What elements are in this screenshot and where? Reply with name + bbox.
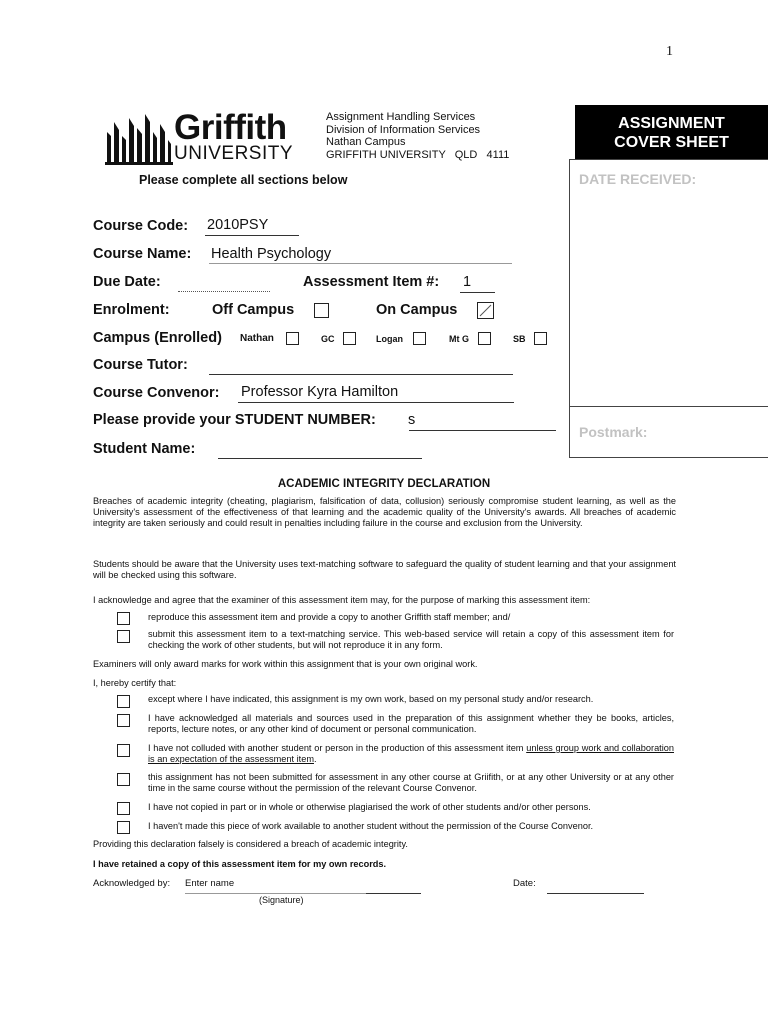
address-line: Assignment Handling Services [326, 111, 476, 123]
assessment-item-label: Assessment Item #: [303, 274, 440, 290]
declaration-paragraph: Students should be aware that the University uses text-matching software to safeguard the quality of student learning and that your assignment will be checked using this software. [93, 559, 676, 581]
campus-label: Campus (Enrolled) [93, 330, 222, 346]
cert-item: I have not colluded with another student or person in the production of this assessment item unless group work and collaboration is an expectation of the assessment item. [148, 743, 674, 765]
signature-line-end [366, 893, 421, 894]
cert-item: except where I have indicated, this assignment is my own work, based on my personal study and/or research. [148, 694, 594, 704]
due-date-label: Due Date: [93, 274, 161, 290]
enrolment-label: Enrolment: [93, 302, 170, 318]
address-line: Nathan Campus [326, 136, 406, 148]
course-name-field[interactable] [209, 263, 512, 264]
ack-checkbox-2[interactable] [117, 630, 130, 643]
course-code-field[interactable] [205, 235, 299, 236]
ack-item: submit this assessment item to a text-matching service. This web-based service will retain a copy of this assessment item for checking the work of other students, but will not reproduce it in any form. [148, 629, 674, 651]
on-campus-checkbox-checked[interactable] [477, 302, 494, 319]
cert-item: I haven't made this piece of work available to another student without the permission of the Course Convenor. [148, 821, 594, 831]
campus-mtg-label: Mt G [449, 334, 469, 344]
off-campus-checkbox[interactable] [314, 303, 329, 318]
course-name-label: Course Name: [93, 246, 192, 262]
cert-item-underlined: unless group work and collaboration is an expectation of the assessment item [148, 743, 674, 765]
page-number: 1 [666, 44, 673, 59]
course-convenor-value[interactable]: Professor Kyra Hamilton [241, 384, 399, 400]
course-tutor-field[interactable] [209, 374, 513, 375]
instruction-text: Please complete all sections below [139, 173, 348, 187]
acknowledged-by-label: Acknowledged by: [93, 878, 171, 889]
off-campus-label: Off Campus [212, 302, 295, 318]
cert-checkbox-2[interactable] [117, 714, 130, 727]
due-date-field[interactable] [178, 291, 270, 292]
postmark-label: Postmark: [579, 424, 648, 440]
student-number-label: Please provide your STUDENT NUMBER: [93, 412, 376, 428]
course-convenor-field[interactable] [238, 402, 514, 403]
campus-nathan-checkbox[interactable] [286, 332, 299, 345]
course-code-label: Course Code: [93, 218, 189, 234]
cover-sheet-title: ASSIGNMENT COVER SHEET [575, 105, 768, 159]
date-received-label: DATE RECEIVED: [579, 171, 697, 187]
cert-checkbox-5[interactable] [117, 802, 130, 815]
acknowledged-by-name[interactable]: Enter name [185, 878, 235, 889]
student-number-value[interactable]: s [408, 412, 416, 428]
course-name-value[interactable]: Health Psychology [211, 246, 332, 262]
ack-item: reproduce this assessment item and provide a copy to another Griffith staff member; and/ [148, 612, 511, 622]
course-tutor-label: Course Tutor: [93, 357, 188, 373]
ack-checkbox-1[interactable] [117, 612, 130, 625]
campus-logan-label: Logan [376, 334, 403, 344]
campus-mtg-checkbox[interactable] [478, 332, 491, 345]
address-line: Division of Information Services [326, 123, 481, 136]
office-use-panel [569, 159, 768, 458]
campus-nathan-label: Nathan [240, 333, 274, 344]
declaration-paragraph: Breaches of academic integrity (cheating, plagiarism, falsification of data, collusion) seriously compromise student learning, as well as the University's assessment of the effectiveness of that learning and the academic quality of the University's awards. All breaches of academic integrity are taken seriously and could result in penalties including failure in the course and exclusion from the University. [93, 496, 676, 529]
cert-checkbox-4[interactable] [117, 773, 130, 786]
signature-label: (Signature) [259, 895, 304, 905]
logo-wordmark: Griffith [174, 108, 287, 147]
date-field[interactable] [547, 893, 644, 894]
student-name-field[interactable] [218, 458, 422, 459]
declaration-paragraph: I, hereby certify that: [93, 678, 177, 688]
retained-copy-statement: I have retained a copy of this assessment item for my own records. [93, 859, 387, 869]
cert-item: this assignment has not been submitted for assessment in any other course at Griifith, or at any other University or at any other time in the same course without the permission of the relevant Course Convenor. [148, 772, 674, 794]
cert-item: I have acknowledged all materials and sources used in the preparation of this assignment whether they be books, articles, reports, lecture notes, or any other kind of document or personal communication. [148, 713, 674, 735]
panel-divider [569, 406, 768, 407]
cert-checkbox-3[interactable] [117, 744, 130, 757]
date-label: Date: [513, 878, 536, 889]
campus-sb-checkbox[interactable] [534, 332, 547, 345]
cert-checkbox-1[interactable] [117, 695, 130, 708]
address-block [326, 111, 509, 161]
campus-logan-checkbox[interactable] [413, 332, 426, 345]
assessment-item-field[interactable] [460, 292, 495, 293]
campus-gc-checkbox[interactable] [343, 332, 356, 345]
declaration-paragraph: Examiners will only award marks for work within this assignment that is your own original work. [93, 659, 478, 669]
cert-item: I have not copied in part or in whole or otherwise plagiarised the work of other students and/or other persons. [148, 802, 591, 812]
assessment-item-value[interactable]: 1 [463, 274, 472, 290]
student-number-field[interactable] [409, 430, 556, 431]
declaration-paragraph: Providing this declaration falsely is considered a breach of academic integrity. [93, 839, 408, 849]
campus-sb-label: SB [513, 334, 526, 344]
on-campus-label: On Campus [376, 302, 458, 318]
cert-checkbox-6[interactable] [117, 821, 130, 834]
address-line: GRIFFITH UNIVERSITY QLD 4111 [326, 148, 510, 161]
course-convenor-label: Course Convenor: [93, 385, 220, 401]
course-code-value[interactable]: 2010PSY [207, 217, 269, 233]
declaration-paragraph: I acknowledge and agree that the examiner of this assessment item may, for the purpose of marking this assessment item: [93, 595, 591, 605]
logo-subtitle: UNIVERSITY [174, 143, 294, 164]
student-name-label: Student Name: [93, 441, 196, 457]
campus-gc-label: GC [321, 334, 335, 344]
declaration-title: ACADEMIC INTEGRITY DECLARATION [277, 478, 491, 490]
